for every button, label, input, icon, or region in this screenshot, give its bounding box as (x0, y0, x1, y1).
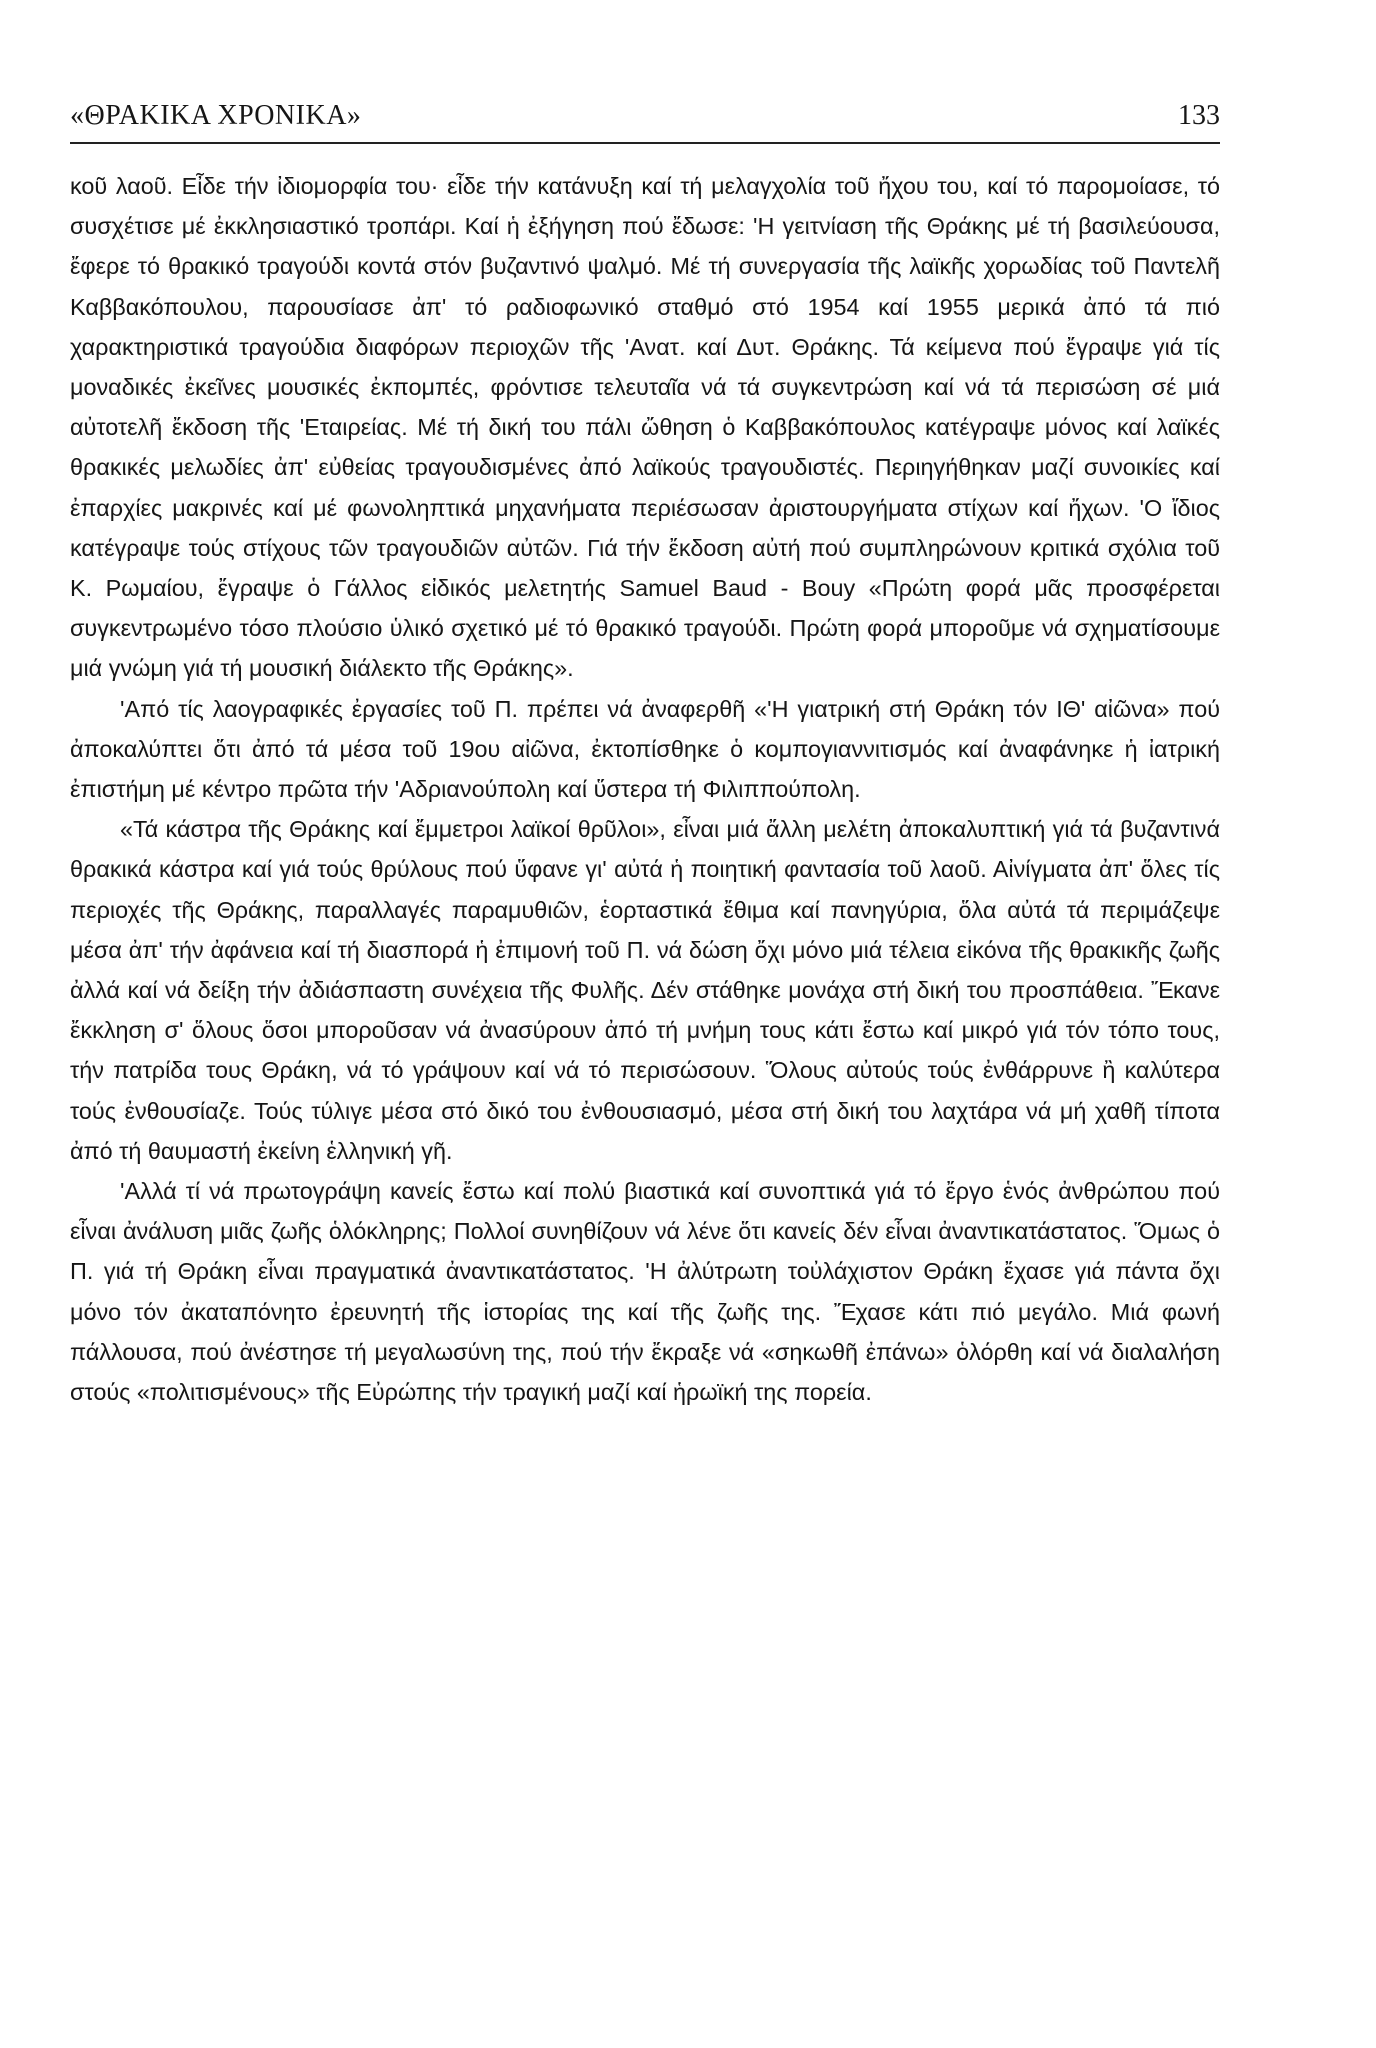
page-number: 133 (1178, 100, 1220, 131)
journal-title: «ΘΡΑΚΙΚΑ ΧΡΟΝΙΚΑ» (70, 100, 362, 131)
paragraph-castles: «Τά κάστρα τῆς Θράκης καί ἔμμετροι λαϊκοί θρῦλοι», εἶναι μιά ἄλλη μελέτη ἀποκαλυπτική γιά τά βυζαντινά θρακικά κάστρα καί γιά τούς θρύλους πού ὕφανε γι' αὐτά ἡ ποιητική φαντασία τοῦ λαοῦ. Αἰνίγματα ἀπ' ὅλες τίς περιοχές τῆς Θράκης, παραλλαγές παραμυθιῶν, ἑορταστικά ἔθιμα καί πανηγύρια, ὅλα αὐτά τά περιμάζεψε μέσα ἀπ' τήν ἀφάνεια καί τή διασπορά ἡ ἐπιμονή τοῦ Π. νά δώση ὄχι μόνο μιά τέλεια εἰκόνα τῆς θρακικῆς ζωῆς ἀλλά καί νά δείξη τήν ἀδιάσπαστη συνέχεια τῆς Φυλῆς. Δέν στάθηκε μονάχα στή δική του προσπάθεια. Ἔκανε ἔκκληση σ' ὅλους ὅσοι μποροῦσαν νά ἀνασύρουν ἀπό τή μνήμη τους κάτι ἔστω καί μικρό γιά τόν τόπο τους, τήν πατρίδα τους Θράκη, νά τό γράψουν καί νά τό περισώσουν. Ὅλους αὐτούς τούς ἐνθάρρυνε ἢ καλύτερα τούς ἐνθουσίαζε. Τούς τύλιγε μέσα στό δικό του ἐνθουσιασμό, μέσα στή δική του λαχτάρα νά μή χαθῆ τίποτα ἀπό τή θαυμαστή ἐκείνη ἑλληνική γῆ. (70, 816, 1220, 1164)
paragraph-folklore-works: 'Από τίς λαογραφικές ἐργασίες τοῦ Π. πρέπει νά ἀναφερθῆ «'Η γιατρική στή Θράκη τόν ΙΘ' αἰῶνα» πού ἀποκαλύπτει ὅτι ἀπό τά μέσα τοῦ 19ου αἰῶνα, ἐκτοπίσθηκε ὁ κομπογιαννιτισμός καί ἀναφάνηκε ἡ ἰατρική ἐπιστήμη μέ κέντρο πρῶτα τήν 'Αδριανούπολη καί ὕστερα τή Φιλιππούπολη. (70, 695, 1220, 803)
paragraph-continuation: κοῦ λαοῦ. Εἶδε τήν ἰδιομορφία του· εἶδε τήν κατάνυξη καί τή μελαγχολία τοῦ ἤχου του, καί τό παρομοίασε, τό συσχέτισε μέ ἐκκλησιαστικό τροπάρι. Καί ἡ ἐξήγηση πού ἔδωσε: 'Η γειτνίαση τῆς Θράκης μέ τή βασιλεύουσα, ἔφερε τό θρακικό τραγούδι κοντά στόν βυζαντινό ψαλμό. Μέ τή συνεργασία τῆς λαϊκῆς χορωδίας τοῦ Παντελῆ Καββακόπουλου, παρουσίασε ἀπ' τό ραδιοφωνικό σταθμό στό 1954 καί 1955 μερικά ἀπό τά πιό χαρακτηριστικά τραγούδια διαφόρων περιοχῶν τῆς 'Ανατ. καί Δυτ. Θράκης. Τά κείμενα πού ἔγραψε γιά τίς μοναδικές ἐκεῖνες μουσικές ἐκπομπές, φρόντισε τελευταῖα νά τά συγκεντρώση καί νά τά περισώση σέ μιά αὐτοτελῆ ἔκδοση τῆς 'Εταιρείας. Μέ τή δική του πάλι ὤθηση ὁ Καββακόπουλος κατέγραψε μόνος καί λαϊκές θρακικές μελωδίες ἀπ' εὐθείας τραγουδισμένες ἀπό λαϊκούς τραγουδιστές. Περιηγήθηκαν μαζί συνοικίες καί ἐπαρχίες μακρινές καί μέ φωνοληπτικά μηχανήματα περιέσωσαν ἀριστουργήματα στίχων καί ἤχων. 'Ο ἴδιος κατέγραψε τούς στίχους τῶν τραγουδιῶν αὐτῶν. Γιά τήν ἔκδοση αὐτή πού συμπληρώνουν κριτικά σχόλια τοῦ Κ. Ρωμαίου, ἔγραψε ὁ Γάλλος εἰδικός μελετητής Samuel Baud - Bouy «Πρώτη φορά μᾶς προσφέρεται συγκεντρωμένο τόσο πλούσιο ὑλικό σχετικό μέ τό θρακικό τραγούδι. Πρώτη φορά μποροῦμε νά σχηματίσουμε μιά γνώμη γιά τή μουσική διάλεκτο τῆς Θράκης». (70, 173, 1220, 682)
article-body (70, 166, 1220, 1412)
paragraph-closing: 'Αλλά τί νά πρωτογράψη κανείς ἔστω καί πολύ βιαστικά καί συνοπτικά γιά τό ἔργο ἑνός ἀνθρώπου πού εἶναι ἀνάλυση μιᾶς ζωῆς ὁλόκληρης; Πολλοί συνηθίζουν νά λένε ὅτι κανείς δέν εἶναι ἀναντικατάστατος. Ὅμως ὁ Π. γιά τή Θράκη εἶναι πραγματικά ἀναντικατάστατος. 'Η ἀλύτρωτη τοὐλάχιστον Θράκη ἔχασε γιά πάντα ὄχι μόνο τόν ἀκαταπόνητο ἐρευνητή τῆς ἱστορίας της καί τῆς ζωῆς της. Ἔχασε κάτι πιό μεγάλο. Μιά φωνή πάλλουσα, πού ἀνέστησε τή μεγαλωσύνη της, πού τήν ἔκραξε νά «σηκωθῆ ἐπάνω» ὁλόρθη καί νά διαλαλήση στούς «πολιτισμένους» τῆς Εὐρώπης τήν τραγική μαζί καί ἡρωϊκή της πορεία. (70, 1178, 1220, 1406)
page-header (70, 100, 1220, 144)
document-page (70, 100, 1220, 1412)
